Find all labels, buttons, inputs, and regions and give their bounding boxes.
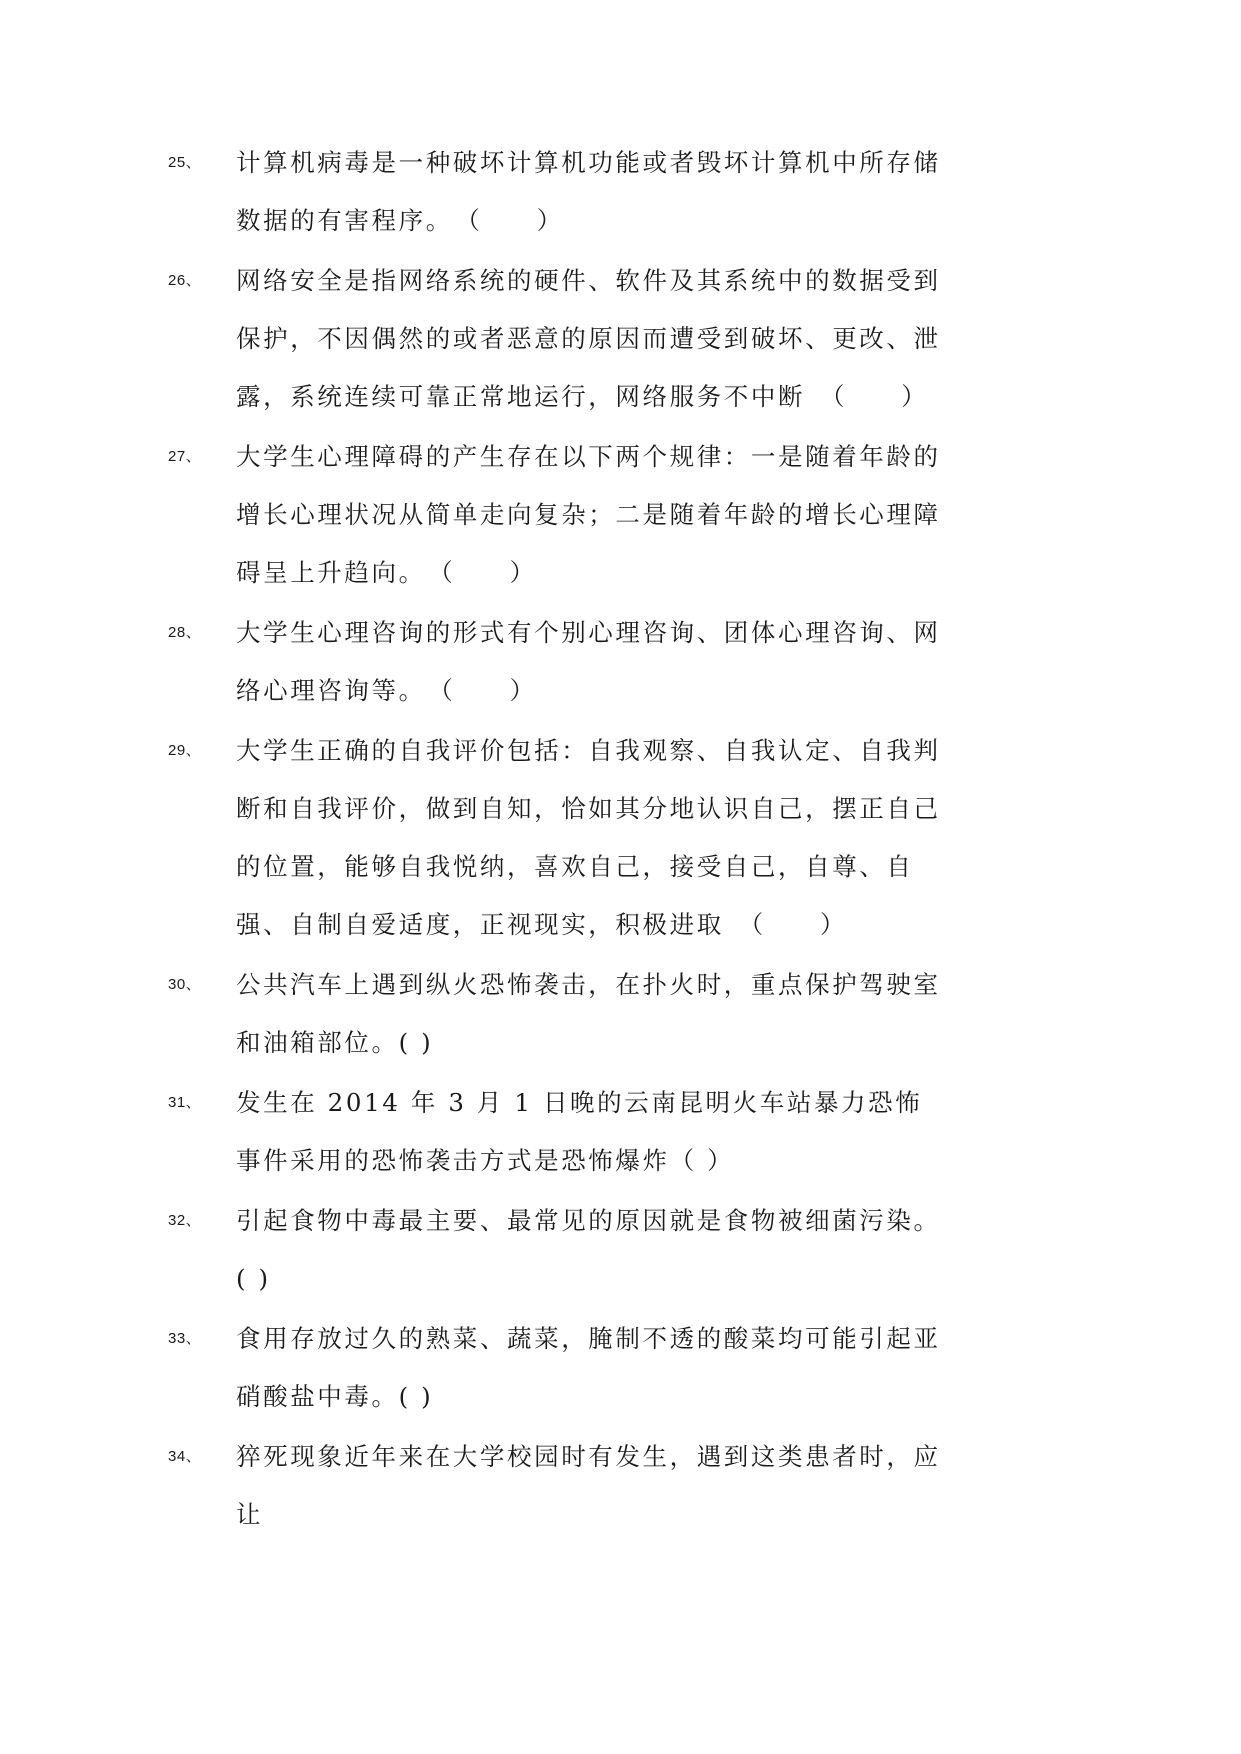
list-item (168, 1428, 958, 1544)
question-number: 34、 (168, 1448, 202, 1465)
question-number: 27、 (168, 448, 202, 465)
question-number: 25、 (168, 154, 202, 171)
question-text: 引起食物中毒最主要、最常见的原因就是食物被细菌污染。( ) (236, 1206, 941, 1293)
list-item (168, 428, 958, 602)
list-item (168, 722, 958, 954)
question-number: 30、 (168, 976, 202, 993)
question-text: 计算机病毒是一种破坏计算机功能或者毁坏计算机中所存储数据的有害程序。 （ ） (236, 148, 941, 235)
question-number: 33、 (168, 1330, 202, 1347)
question-text: 公共汽车上遇到纵火恐怖袭击，在扑火时，重点保护驾驶室和油箱部位。( ) (236, 970, 941, 1057)
question-text: 大学生心理咨询的形式有个别心理咨询、团体心理咨询、网络心理咨询等。 （ ） (236, 618, 941, 705)
question-number: 26、 (168, 272, 202, 289)
question-text: 食用存放过久的熟菜、蔬菜，腌制不透的酸菜均可能引起亚硝酸盐中毒。( ) (236, 1324, 941, 1411)
question-text: 猝死现象近年来在大学校园时有发生，遇到这类患者时，应让 (236, 1442, 941, 1529)
list-item (168, 134, 958, 250)
list-item (168, 604, 958, 720)
question-list (168, 134, 958, 1546)
list-item (168, 956, 958, 1072)
question-number: 32、 (168, 1212, 202, 1229)
list-item (168, 1310, 958, 1426)
question-text: 网络安全是指网络系统的硬件、软件及其系统中的数据受到保护，不因偶然的或者恶意的原因而遭受到破坏、更改、泄露，系统连续可靠正常地运行，网络服务不中断 （ ） (236, 266, 941, 411)
list-item (168, 1192, 958, 1308)
list-item (168, 252, 958, 426)
question-number: 28、 (168, 624, 202, 641)
question-number: 31、 (168, 1094, 202, 1111)
question-text: 大学生心理障碍的产生存在以下两个规律：一是随着年龄的增长心理状况从简单走向复杂；二是随着年龄的增长心理障碍呈上升趋向。 （ ） (236, 442, 941, 587)
question-text: 大学生正确的自我评价包括：自我观察、自我认定、自我判断和自我评价，做到自知，恰如其分地认识自己，摆正自己的位置，能够自我悦纳，喜欢自己，接受自己，自尊、自强、自制自爱适度，正视现实，积极进取 （ ） (236, 736, 941, 939)
question-text: 发生在 2014 年 3 月 1 日晚的云南昆明火车站暴力恐怖事件采用的恐怖袭击方式是恐怖爆炸（ ） (236, 1088, 923, 1175)
question-number: 29、 (168, 742, 202, 759)
list-item (168, 1074, 958, 1190)
